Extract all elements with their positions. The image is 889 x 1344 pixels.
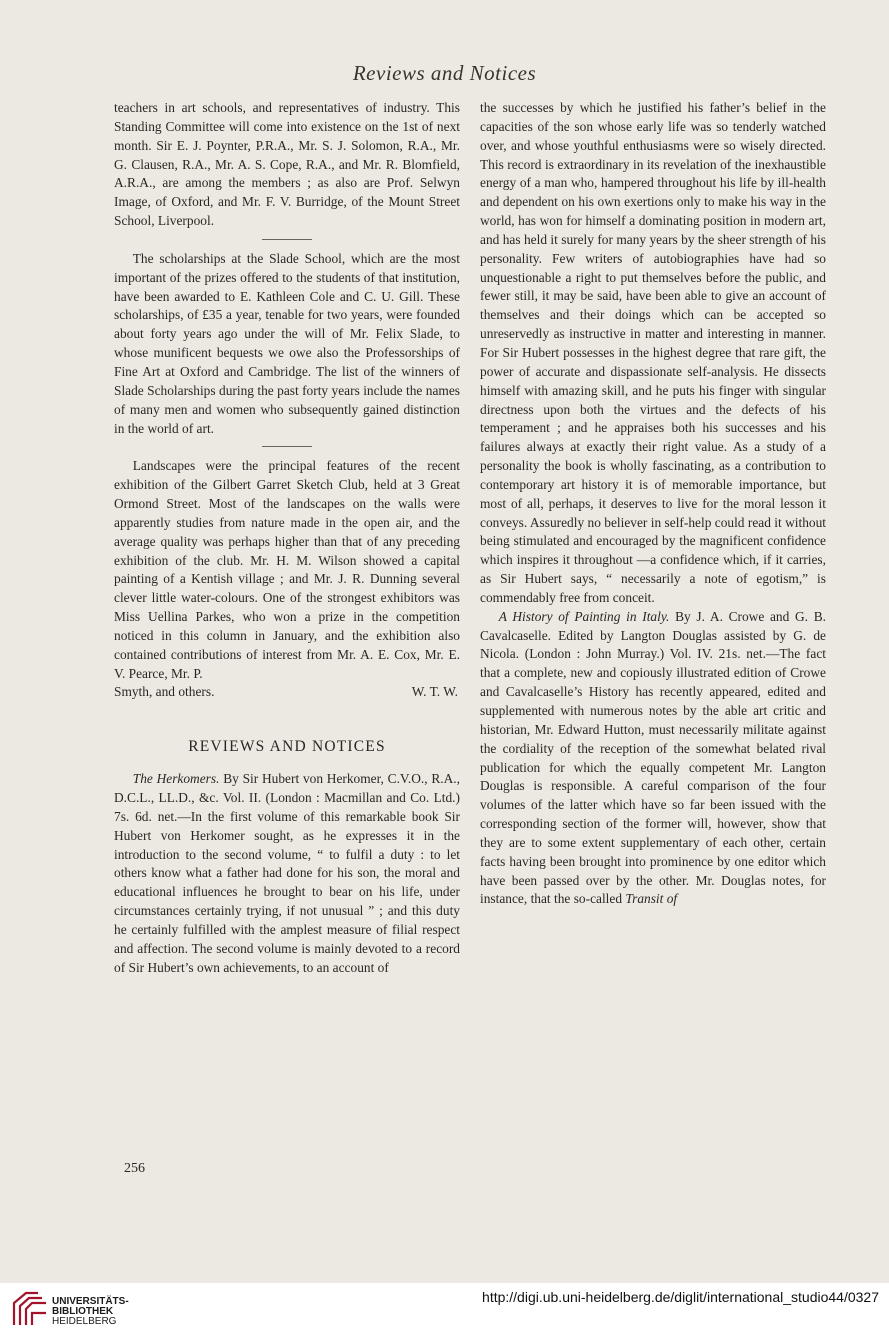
book-title: The Herkomers.	[132, 771, 220, 787]
footer-bar	[0, 1283, 889, 1344]
left-column	[114, 99, 460, 977]
review-paragraph: A History of Painting in Italy. By J. A. Crowe and G. B. Cavalcaselle. Edited by Langton Douglas assisted by G. de Nicola. (London : John Murray.) Vol. IV. 21s. net.—The fact that a complete, new and copiously illustrated edition of Crowe and Cavalcaselle’s History has recently appeared, edited and supplemented with numerous notes by the able art critic and historian, Mr. Edward Hutton, must necessarily militate against the cordiality of the reception of the somewhat belated rival publication for which the equally competent Mr. Langton Douglas is responsible. A careful comparison of the four volumes of the latter which have so far been issued with the corresponding section of the former will, however, show that they are to some extent supplementary of each other, certain facts having been brought into prominence by one editor which have been passed over by the other. Mr. Douglas notes, for instance, that the so-called Transit of	[480, 608, 826, 907]
paragraph: Landscapes were the principal features of the recent exhibition of the Gilbert Garret Sketch Club, held at 3 Great Ormond Street. Most of the landscapes on the walls were apparently studies from nature made in the open air, and the average quality was perhaps higher than that of any preceding exhibition of the club. Mr. H. M. Wilson showed a capital painting of a Kentish village ; and Mr. J. R. Dunning several clever little water-colours. One of the strongest exhibitors was Miss Uellina Parkes, who won a prize in the competition noticed in this column in January, and the exhibition also contained contributions of interest from Mr. A. E. Cox, Mr. E. V. Pearce, Mr. P.	[114, 458, 460, 681]
section-divider	[262, 239, 312, 240]
paragraph: The scholarships at the Slade School, which are the most important of the prizes offered to the students of that institution, have been awarded to E. Kathleen Cole and C. U. Gill. These scholarships, of £35 a year, tenable for two years, were founded about forty years ago under the will of Mr. Felix Slade, to whose munificent bequests we owe also the Professorships of Fine Art at Oxford and Cambridge. The list of the winners of Slade Scholarships during the past forty years include the names of many men and women who subsequently gained distinction in the world of art.	[114, 250, 460, 436]
paragraph-end: Smyth, and others.	[114, 684, 215, 700]
running-header: Reviews and Notices	[352, 61, 537, 85]
library-logo-icon	[10, 1289, 50, 1329]
page-number: 256	[124, 1161, 145, 1176]
library-name: UNIVERSITÄTS- BIBLIOTHEK HEIDELBERG	[52, 1296, 129, 1327]
paragraph: the successes by which he justified his father’s belief in the capacities of the son whose early life was so tenderly watched over, and whose youthful enthusiasms were so wisely directed. This record is extraordinary in its revelation of the inexhaustible energy of a man who, hampered throughout his life by ill-health and dependent on his own exertions only to make his way in the world, has won for himself a dominating position in modern art, and has held it surely for many years by the sheer strength of his personality. Few writers of autobiographies have had so unquestionable a right to put themselves before the public, and fewer still, it may be said, have been able to give an account of themselves and their doings which can be accepted so unreservedly as instructive in matter and interesting in manner. For Sir Hubert possesses in the highest degree that rare gift, the power of accurate and dispassionate self-analysis. He dissects himself with amazing skill, and he puts his finger with singular directness upon both the virtues and the defects of his temperament ; and he appraises both his successes and his failures always at exactly their right value. As a study of a personality the book is wholly fascinating, as a contribution to contemporary art history it is of memorable importance, but most of all, perhaps, it deserves to live for the moral lesson it conveys. Assuredly no believer in self-help could read it without being stimulated and encouraged by the magnificent confidence which inspires it throughout —a confidence which, if it carries, as Sir Hubert says, “ necessarily a note of egotism,” is commendably free from conceit.	[480, 100, 826, 605]
section-divider	[262, 446, 312, 447]
paragraph: teachers in art schools, and representatives of industry. This Standing Committee will come into existence on the 1st of next month. Sir E. J. Poynter, P.R.A., Mr. S. J. Solomon, R.A., Mr. G. Clausen, R.A., Mr. A. S. Cope, R.A., and Mr. R. Blomfield, A.R.A., are among the members ; as also are Prof. Selwyn Image, of Oxford, and Mr. F. V. Burridge, of the Mount Street School, Liverpool.	[114, 100, 460, 229]
right-column	[480, 99, 826, 909]
review-paragraph: The Herkomers. By Sir Hubert von Herkomer, C.V.O., R.A., D.C.L., LL.D., &c. Vol. II. (London : Macmillan and Co. Ltd.) 7s. 6d. net.—In the first volume of this remarkable book Sir Hubert von Herkomer sought, as he expresses it in the introduction to the second volume, “ to fulfil a duty : to let others know what a father had done for his son, the moral and educational influences he brought to bear on his life, under circumstances certainly trying, if not unusual ” ; and this duty he certainly fulfilled with the amplest measure of filial respect and affection. The second volume is mainly devoted to a record of Sir Hubert’s own achievements, to an account of	[114, 771, 460, 975]
source-url[interactable]: http://digi.ub.uni-heidelberg.de/diglit/international_studio44/0327	[482, 1289, 879, 1305]
author-signature: W. T. W.	[411, 684, 458, 700]
painting-title: Transit of	[625, 891, 678, 907]
book-title: A History of Painting in Italy.	[498, 608, 670, 624]
signature-line	[114, 683, 460, 702]
section-title: REVIEWS AND NOTICES	[188, 738, 386, 756]
